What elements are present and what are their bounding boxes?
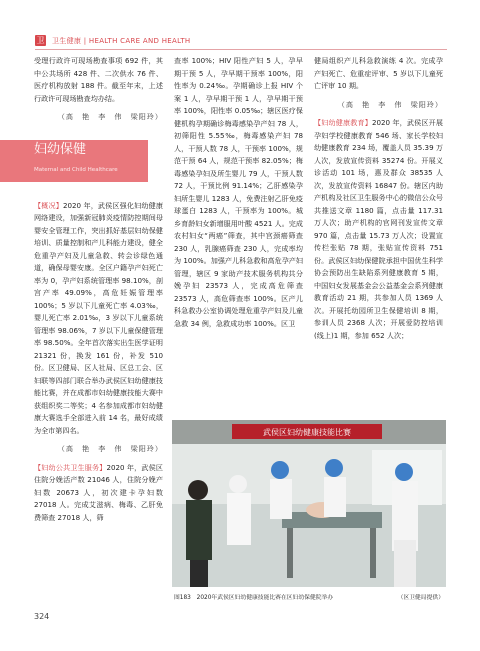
column-1 [34,55,163,524]
para-text: 2020 年，武侯区开展孕妇学校健康教育 546 场、家长学校妇幼健康教育 234 场，覆盖人员 35.39 万人次，发放宣传资料 35274 份。开展义诊活动 101 场，惠及群众 38535 人次，发放宣传资料 16847 份。辖区内助产机构及社区卫生服务中心的微信公众号共推送文章 1180 篇，点击量 117.31 万人次；助产机构的官网刊发宣传文章 970 篇，点击量 15.73 万人次；设置宣传栏张贴 78 期，张贴宣传资料 751 份。武侯区妇幼保健院承担中国优生科学协会预防出生缺陷系列健康教育 5 期，中国妇女发展基金会公益基金会系列健康教育活动 21 期，共参加人员 1369 人次。开展托幼园所卫生保健培训 8 期，参训人员 2368 人次；开展爱防控培训(线上)1 期，参加 652 人次； [314,118,443,340]
paragraph: 查率 100%；HIV 阳性产妇 5 人，孕早期干预 5 人，孕早期干预率 100%，阳性率为 0.24‰。孕期确诊上报 HIV 个案 1 人，孕早期干预 1 人，孕早期干预率 100%，阳性率 0.05‰；辖区医疗保健机构孕期确诊梅毒感染孕产妇 78 人，初筛阳性 5.55‰，梅毒感染产妇 78 人，干预人数 78 人，干预率 100%，规范干预 64 人，规范干预率 82.05%；梅毒感染孕妇及所生婴儿 79 人，干预人数 72 人，干预比例 91.14%；乙肝感染孕妇所生婴儿 1283 人，免费注射乙肝免疫球蛋白 1283 人，干预率为 100%。城乡育龄妇女新增服用叶酸 4521 人。完成农村妇女“两癌”筛查，其中宫颈癌筛查 230 人，乳腺癌筛查 230 人，完成率均为 100%。加强产儿科急救和高危孕产妇管理，辖区 9 家助产技术服务机构共分娩孕妇 23573 人，完成高危筛查 23573 人，高危筛查率 100%。区产儿科急救办公室协调处理危重孕产妇及儿童急救 34 例，急救成功率 100%。区卫 [174,56,303,328]
paragraph: 健局组织产儿科急救演练 4 次。完成孕产妇死亡、危重症评审、5 岁以下儿童死亡评审 10 期。 [314,56,443,90]
paragraph: 受理行政许可现场勘查事项 692 件，其中公共场所 428 件、二次供水 76 件、医疗机构放射 188 件。截至年末，上述行政许可现场勘查均办结。 [34,56,163,103]
para-tag: 【妇幼健康教育】 [314,118,372,127]
paragraph [34,200,163,438]
event-photo [172,420,446,587]
caption-credit: （区卫健局提供） [397,595,444,601]
photo-caption [174,592,444,601]
column-2 [174,55,303,330]
byline: （高 艳 李 伟 梁阳玲） [57,444,163,453]
header-text: 卫生健康 | HEALTH CARE AND HEALTH [52,36,191,45]
column-3 [314,55,443,342]
byline: （高 艳 李 伟 梁阳玲） [57,112,163,121]
section-subtitle: Maternal and Child Healthcare [34,166,118,173]
byline: （高 艳 李 伟 梁阳玲） [337,99,443,109]
para-text: 2020 年，武侯区强化妇幼健康网络建设，加强新冠肺炎疫情防控期间母婴安全管理工作，突出抓好基层妇幼保健培训、质量控制和产儿科能力建设，健全危重孕产妇及儿童急救、转会诊绿色通道，确保母婴安康。全区户籍孕产妇死亡率为 0，孕产妇系统管理率 98.10%，剖宫产率 49.09%，高危妊娠管理率 100%；5 岁以下儿童死亡率 4.03‰，婴儿死亡率 2.01‰，3 岁以下儿童系统管理率 98.06%，7 岁以下儿童保健管理率 98.50%。全年首次落实出生医学证明 21321 份，换发 161 份，补发 510 份。区卫健局、区人社局、区总工会、区妇联等四部门联合举办武侯区妇幼健康技能比赛，并在成都市妇幼健康技能大赛中获组织奖二等奖；4 名参加成都市妇幼健康大赛选手全部进入前 14 名，最好成绩为全市第四名。 [34,200,163,435]
para-tag: 【概况】 [34,200,63,210]
paragraph [314,117,443,342]
event-photo-illustration [172,420,446,587]
section-title: 妇幼保健 [34,141,87,157]
para-tag: 【妇幼公共卫生服务】 [34,462,107,472]
para-text: 2020 年，武侯区住院分娩活产数 21046 人，住院分娩产妇数 20673 人，初次建卡孕妇数 27018 人。完成艾滋病、梅毒、乙肝免费筛查 27018 人，筛 [34,462,164,522]
section-logo-icon: 卫 [36,36,45,45]
running-header [35,34,190,47]
banner-text: 武侯区妇幼健康技能比赛 [263,428,351,437]
caption-text: 图183 2020年武侯区妇幼健康技能比赛在区妇幼保健院举办 [174,595,334,601]
paragraph [34,462,163,525]
page-number: 324 [34,612,50,621]
header-divider [35,49,447,50]
section-header [34,132,163,190]
